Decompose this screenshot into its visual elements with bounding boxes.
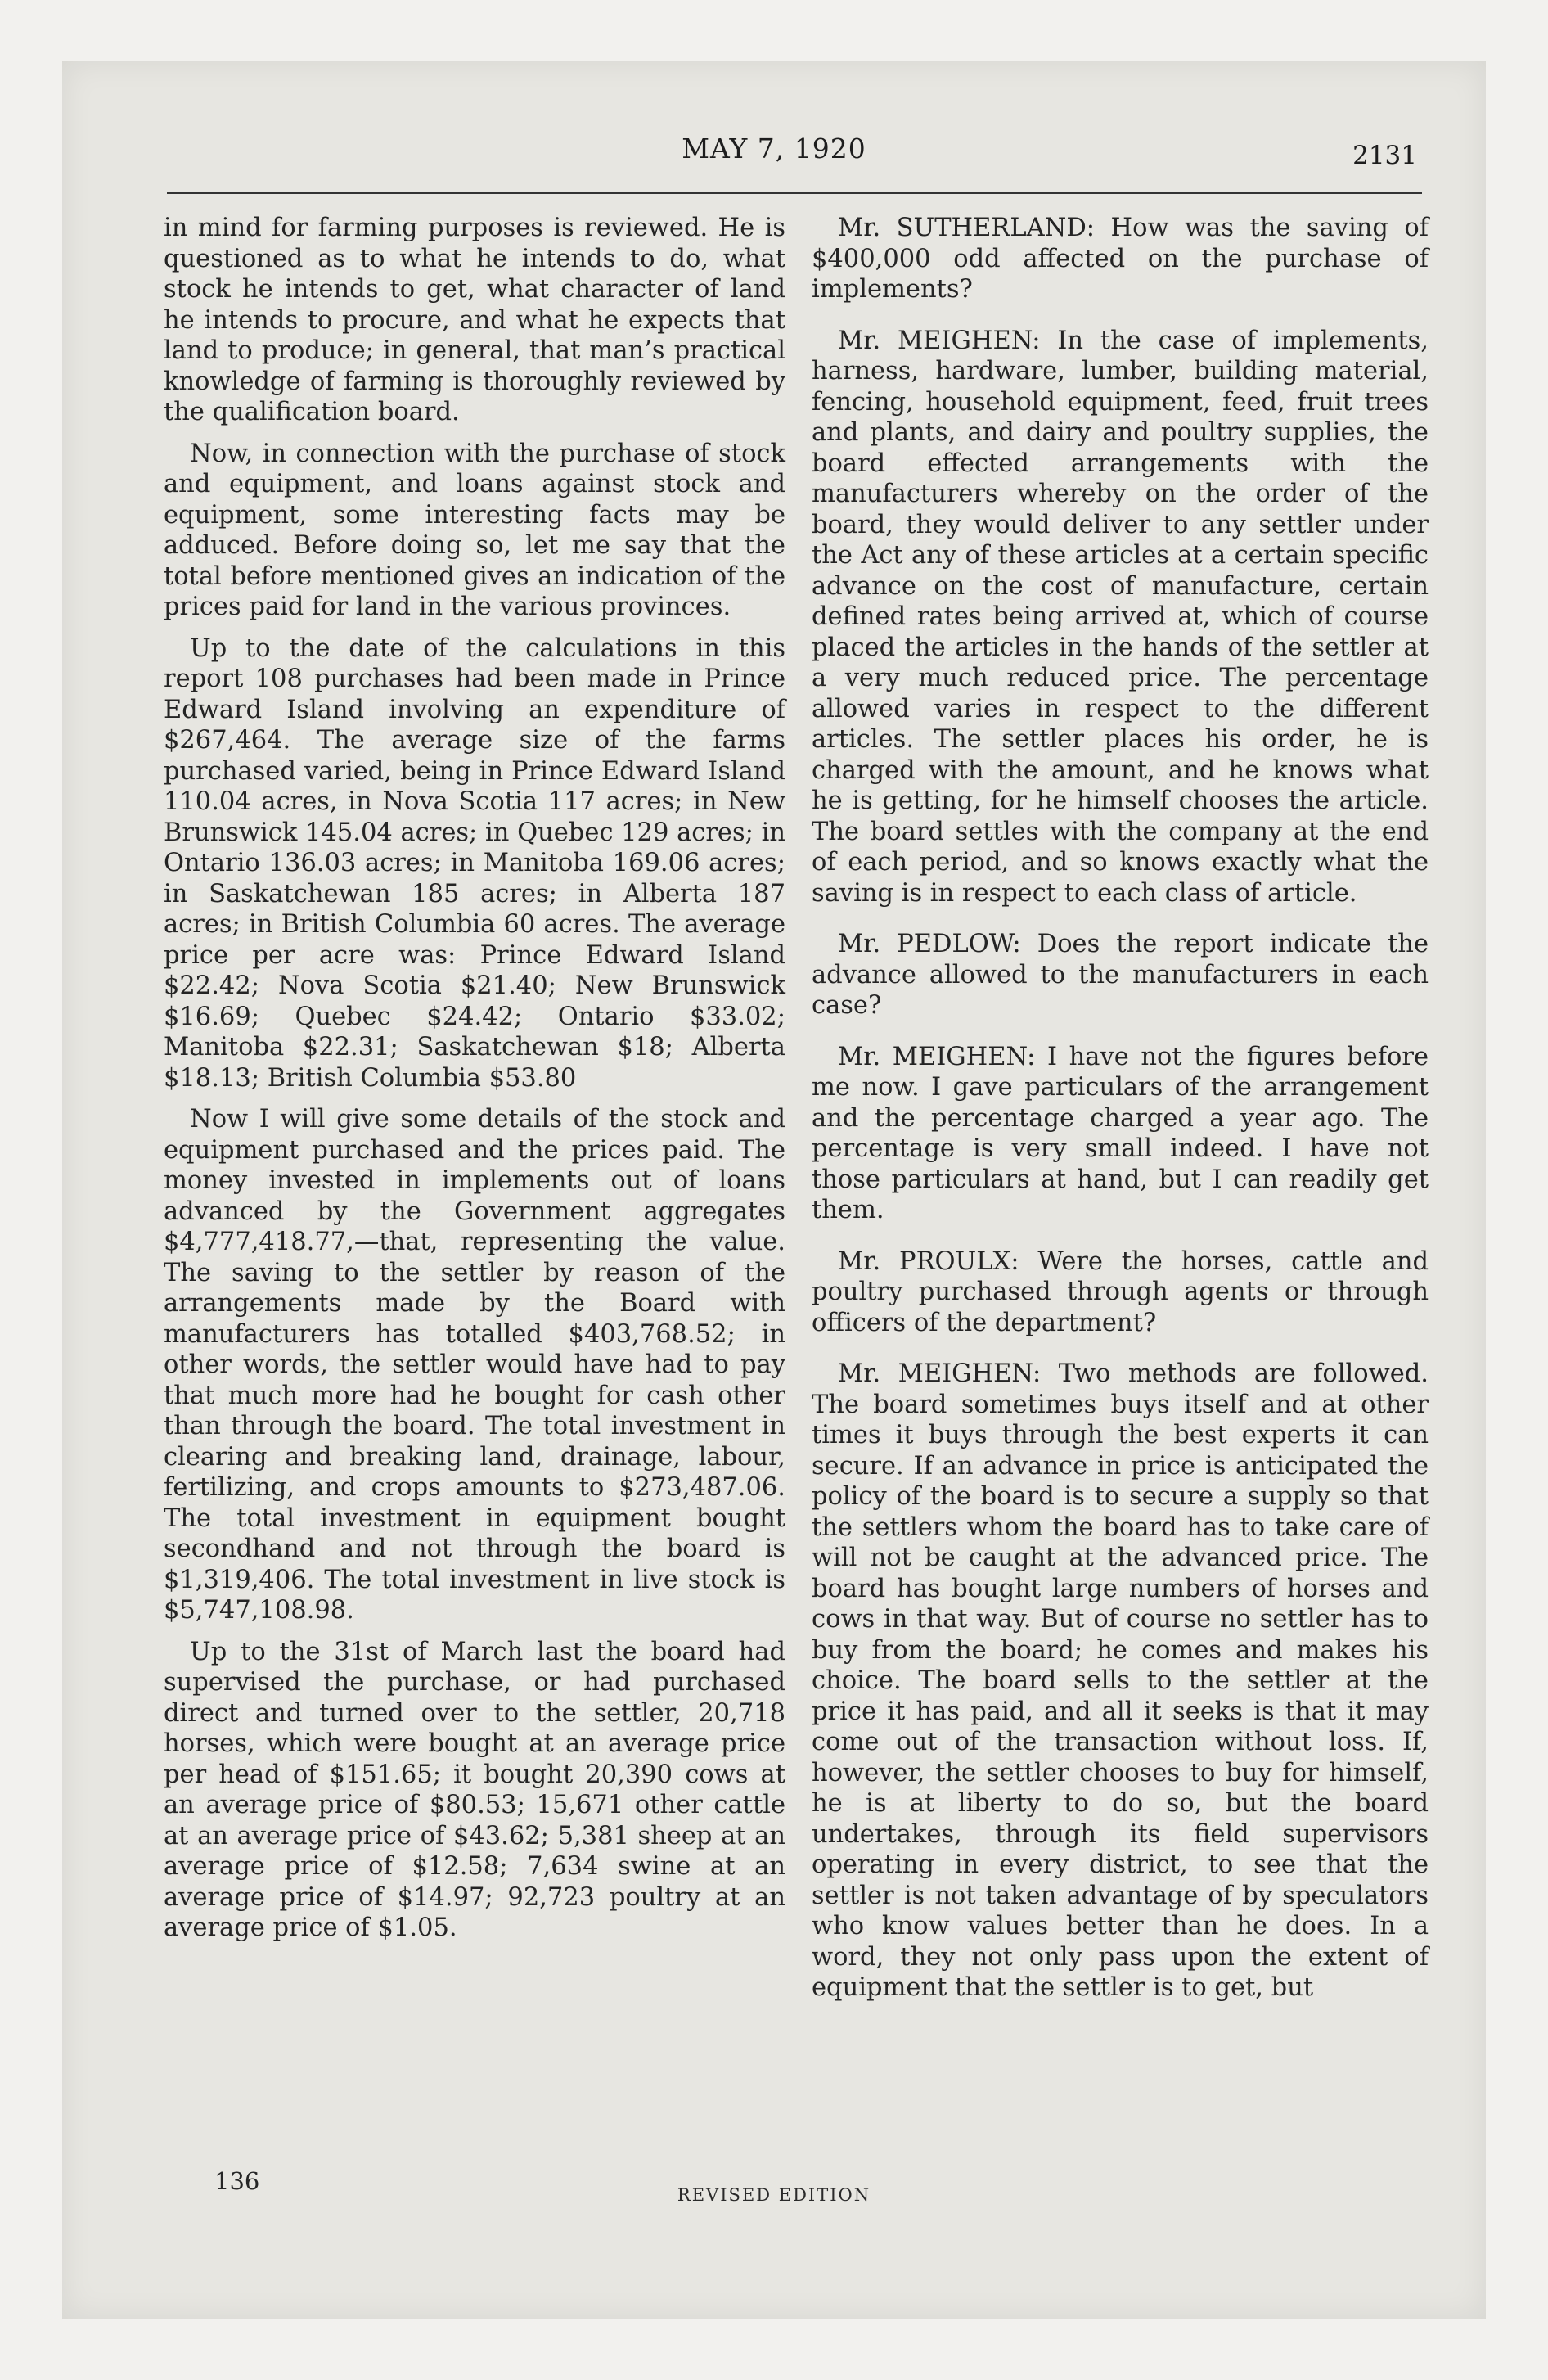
hansard-page [62, 61, 1486, 2319]
speech-meighen: Mr. MEIGHEN: Two methods are followed. The board sometimes buys itself and at other times it buys through the best experts it can secure. If an advance in price is anticipated the policy of the board is to secure a supply so that the settlers whom the board has to take care of will not be caught at the advanced price. The board has bought large numbers of horses and cows in that way. But of course no settler has to buy from the board; he comes and makes his choice. The board sells to the settler at the price it has paid, and all it seeks is that it may come out of the transaction without loss. If, however, the settler chooses to buy for himself, he is at liberty to do so, but the board undertakes, through its field supervisors operating in every district, to see that the settler is not taken advantage of by speculators who know values better than he does. In a word, they not only pass upon the extent of equipment that the settler is to get, but [812, 1359, 1429, 2002]
header-rule [167, 192, 1422, 194]
paragraph: Up to the date of the calculations in this report 108 purchases had been made in Prince Edward Island involving an expenditure of $267,464. The average size of the farms purchased varied, being in Prince Edward Island 110.04 acres, in Nova Scotia 117 acres; in New Brunswick 145.04 acres; in Quebec 129 acres; in Ontario 136.03 acres; in Manitoba 169.06 acres; in Saskatchewan 185 acres; in Alberta 187 acres; in British Columbia 60 acres. The average price per acre was: Prince Edward Island $22.42; Nova Scotia $21.40; New Brunswick $16.69; Quebec $24.42; Ontario $33.02; Manitoba $22.31; Saskatchewan $18; Alberta $18.13; British Columbia $53.80 [164, 633, 785, 1093]
page-date: MAY 7, 1920 [682, 133, 866, 165]
speech-pedlow: Mr. PEDLOW: Does the report indicate the advance allowed to the manufacturers in each case? [812, 930, 1429, 1020]
paragraph: Now I will give some details of the stock and equipment purchased and the prices paid. The money invested in implements out of loans advanced by the Government aggregates $4,777,418.77,—that, representing the value. The saving to the settler by reason of the arrangements made by the Board with manufacturers has totalled $403,768.52; in other words, the settler would have had to pay that much more had he bought for cash other than through the board. The total investment in clearing and breaking land, drainage, labour, fertilizing, and crops amounts to $273,487.06. The total investment in equipment bought secondhand and not through the board is $1,319,406. The total investment in live stock is $5,747,108.98. [164, 1105, 785, 1625]
paragraph: Now, in connection with the purchase of stock and equipment, and loans against stock and equipment, some interesting facts may be adduced. Before doing so, let me say that the total before mentioned gives an indication of the prices paid for land in the various provinces. [164, 439, 785, 621]
paragraph: in mind for farming purposes is reviewed. He is questioned as to what he intends to do, what stock he intends to get, what character of land he intends to procure, and what he expects that land to produce; in general, that man’s practical knowledge of farming is thoroughly reviewed by the qualification board. [164, 214, 785, 426]
signature-number: 136 [214, 2167, 260, 2195]
right-column [812, 213, 1429, 2024]
speech-meighen: Mr. MEIGHEN: I have not the figures before me now. I gave particulars of the arrangement and the percentage charged a year ago. The percentage is very small indeed. I have not those particulars at hand, but I can readily get them. [812, 1042, 1429, 1224]
paragraph: Up to the 31st of March last the board had supervised the purchase, or had purchased direct and turned over to the settler, 20,718 horses, which were bought at an average price per head of $151.65; it bought 20,390 cows at an average price of $80.53; 15,671 other cattle at an average price of $43.62; 5,381 sheep at an average price of $12.58; 7,634 swine at an average price of $14.97; 92,723 poultry at an average price of $1.05. [164, 1637, 785, 1942]
edition-label: REVISED EDITION [677, 2185, 871, 2205]
page-number: 2131 [1352, 141, 1417, 170]
page-header [62, 133, 1486, 174]
speech-proulx: Mr. PROULX: Were the horses, cattle and poultry purchased through agents or through officers of the department? [812, 1246, 1429, 1337]
speech-meighen: Mr. MEIGHEN: In the case of implements, harness, hardware, lumber, building material, fencing, household equipment, feed, fruit trees and plants, and dairy and poultry supplies, the board effected arrangements with the manufacturers whereby on the order of the board, they would deliver to any settler under the Act any of these articles at a certain specific advance on the cost of manufacture, certain defined rates being arrived at, which of course placed the articles in the hands of the settler at a very much reduced price. The percentage allowed varies in respect to the different articles. The settler places his order, he is charged with the amount, and he knows what he is getting, for he himself chooses the article. The board settles with the company at the end of each period, and so knows exactly what the saving is in respect to each class of article. [812, 326, 1429, 908]
speech-sutherland: Mr. SUTHERLAND: How was the saving of $400,000 odd affected on the purchase of implements? [812, 214, 1429, 304]
left-column [164, 213, 785, 1954]
